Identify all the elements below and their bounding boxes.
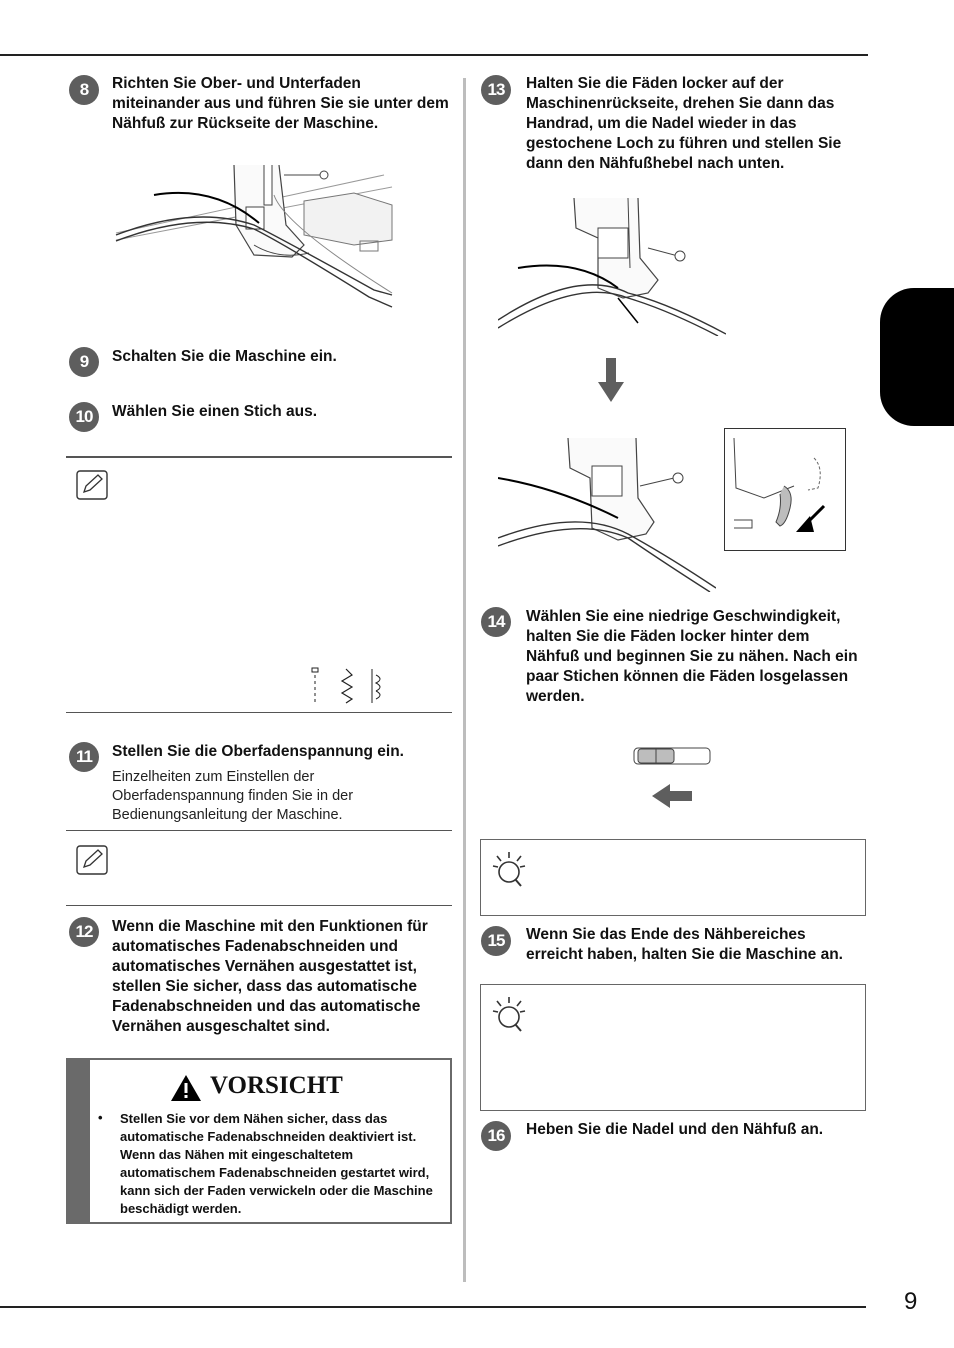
step-badge-8: 8 [69, 75, 99, 105]
arrow-down-icon [596, 358, 626, 404]
step-11-text: Stellen Sie die Oberfadenspannung ein. [112, 743, 404, 760]
step-badge-13: 13 [481, 75, 511, 105]
step-badge-14: 14 [481, 607, 511, 637]
tip-box [480, 839, 866, 916]
step-badge-10: 10 [69, 402, 99, 432]
step-12-text: Wenn die Maschine mit den Funktionen für automatisches Fadenabschneiden und automatisches Vernähen ausgestattet ist, stellen Sie sicher, dass das automatische Fadenabschneiden und das automatische Vernähen ausgeschaltet sind. [112, 918, 428, 1035]
step-8-text: Richten Sie Ober- und Unterfaden miteinander aus und führen Sie sie unter dem Nähfuß zur Rückseite der Maschine. [112, 75, 449, 132]
step-badge-11: 11 [69, 742, 99, 772]
column-divider [463, 78, 466, 1282]
speed-slider-icon [632, 746, 712, 810]
caution-side-bar [68, 1060, 90, 1222]
illustration-needle-lower [498, 198, 726, 336]
illustration-foot-down [498, 438, 716, 592]
caution-box [66, 1058, 452, 1224]
step-16-text: Heben Sie die Nadel und den Nähfuß an. [526, 1121, 824, 1138]
step-11-detail: Einzelheiten zum Einstellen der Oberfadenspannung finden Sie in der Bedienungsanleitung der Maschine. [112, 769, 354, 823]
memo-bottom-rule [66, 712, 452, 713]
step-badge-16: 16 [481, 1121, 511, 1151]
top-rule [0, 54, 868, 56]
chapter-tab [880, 288, 954, 426]
memo-icon [76, 470, 108, 500]
illustration-presser-lever [724, 428, 846, 551]
caution-title: VORSICHT [210, 1072, 343, 1099]
bottom-rule [0, 1306, 866, 1308]
memo2-bottom-rule [66, 905, 452, 906]
warning-triangle-icon [170, 1074, 202, 1102]
step-badge-12: 12 [69, 917, 99, 947]
memo-top-rule [66, 456, 452, 458]
step-10-text: Wählen Sie einen Stich aus. [112, 403, 317, 420]
step-badge-9: 9 [69, 347, 99, 377]
page-number: 9 [904, 1288, 918, 1315]
step-badge-15: 15 [481, 926, 511, 956]
memo2-top-rule [66, 830, 452, 831]
tip-icon [491, 995, 527, 1035]
stitch-symbols-icon [306, 667, 390, 705]
tip-box [480, 984, 866, 1111]
caution-text: Stellen Sie vor dem Nähen sicher, dass das automatische Fadenabschneiden deaktiviert ist. Wenn das Nähen mit eingeschaltetem automatischem Fadenabschneiden gestartet wird, kann sich der Faden verwickeln oder die Maschine beschädigt werden. [120, 1111, 433, 1216]
step-15-text: Wenn Sie das Ende des Nähbereiches erreicht haben, halten Sie die Maschine an. [526, 926, 843, 963]
step-9-text: Schalten Sie die Maschine ein. [112, 348, 337, 365]
tip-icon [491, 850, 527, 890]
illustration-threads-under-foot [114, 165, 394, 325]
caution-bullet: • [98, 1110, 103, 1125]
step-13-text: Halten Sie die Fäden locker auf der Maschinenrückseite, drehen Sie dann das Handrad, um die Nadel wieder in das gestochene Loch zu führen und stellen Sie dann den Nähfußhebel nach unten. [526, 75, 842, 172]
step-14-text: Wählen Sie eine niedrige Geschwindigkeit, halten Sie die Fäden locker hinter dem Nähfuß und beginnen Sie zu nähen. Nach ein paar Stichen können die Fäden losgelassen werden. [526, 608, 858, 705]
memo-icon [76, 845, 108, 875]
